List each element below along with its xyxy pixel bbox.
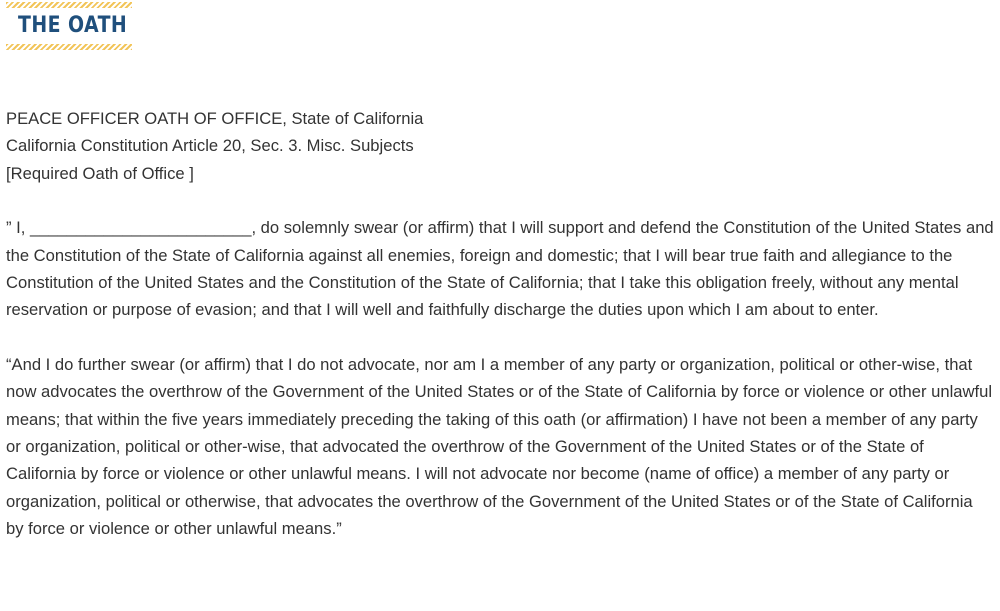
section-title: THE OATH [18,13,128,38]
oath-title-line: PEACE OFFICER OATH OF OFFICE, State of California [6,109,424,128]
required-oath-line: [Required Oath of Office ] [6,163,194,183]
heading-top-stripe [6,2,132,8]
constitution-reference-line: California Constitution Article 20, Sec. 3. Misc. Subjects [6,136,414,156]
section-heading [6,0,132,56]
oath-paragraph-support: ” I, ________________________, do solemnly swear (or affirm) that I will support and defend the Constitution of the United States and the Constitution of the State of California against all enemies, foreign and domestic; that I will bear true faith and allegiance to the Constitution of the United States and the Constitution of the State of California; that I take this obligation freely, without any mental reservation or purpose of evasion; and that I will well and faithfully discharge the duties upon which I am about to enter. [6,218,994,320]
oath-content [6,105,994,570]
oath-header [6,105,994,187]
oath-paragraph-non-advocacy: “And I do further swear (or affirm) that I do not advocate, nor am I a member of any party or organization, political or other-wise, that now advocates the overthrow of the Government of the United States or of the State of California by force or violence or other unlawful means; that within the five years immediately preceding the taking of this oath (or affirmation) I have not been a member of any party or organization, political or other-wise, that advocated the overthrow of the Government of the United States or of the State of California by force or violence or other unlawful means. I will not advocate nor become (name of office) a member of any party or organization, political or otherwise, that advocates the overthrow of the Government of the United States or of the State of California by force or violence or other unlawful means.” [6,354,993,539]
heading-bottom-stripe [6,44,132,50]
